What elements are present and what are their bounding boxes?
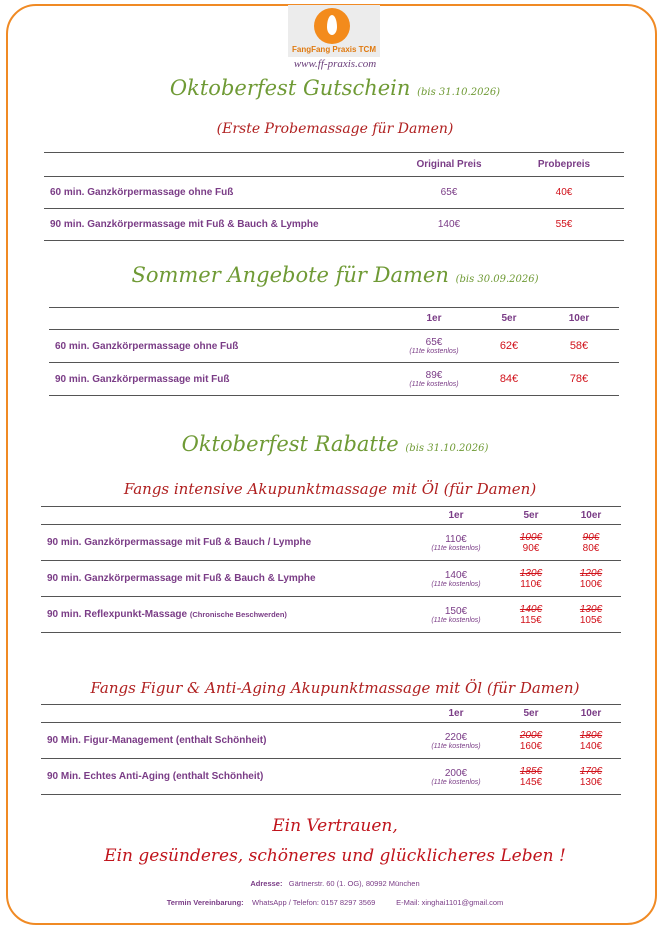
section3-subtitle: Fangs intensive Akupunktmassage mit Öl (für Damen) xyxy=(123,480,537,498)
table-row: 90 min. Reflexpunkt-Massage (Chronische Beschwerden) 150€ (11te kostenlos) 140€ 115€ 130€ 105€ xyxy=(41,597,621,633)
logo-flame-icon xyxy=(314,8,350,44)
section4-subtitle: Fangs Figur & Anti-Aging Akupunktmassage mit Öl (für Damen) xyxy=(90,679,580,697)
table-row: 90 Min. Echtes Anti-Aging (enthalt Schönheit) 200€ (11te kostenlos) 185€ 145€ 170€ 130€ xyxy=(41,759,621,795)
table-row: 60 min. Ganzkörpermassage ohne Fuß 65€ (11te kostenlos) 62€ 58€ xyxy=(49,330,619,363)
footer-address: Adresse: Gärtnerstr. 60 (1. OG), 80992 München xyxy=(250,879,420,888)
header-probe-price: Probepreis xyxy=(537,159,591,170)
table-row: 90 Min. Figur-Management (enthalt Schönheit) 220€ (11te kostenlos) 200€ 160€ 180€ 140€ xyxy=(41,723,621,759)
table-row: 60 min. Ganzkörpermassage ohne Fuß 65€ 40€ xyxy=(44,177,624,209)
section3-table: 1er 5er 10er 90 min. Ganzkörpermassage mit Fuß & Bauch / Lymphe 110€ (11te kostenlos) 100€ 90€ 90€ 80€ 90 min. Ganzkörpermassage mit Fuß & Bauch & Lymphe 140€ (11te kostenlos) 130€ 110€ 120€ 100€ 90 min. Reflexpunkt-Massage (Chronische Beschwerden) 150€ (11te kostenlos) 140€ 115€ 130€ 105€ xyxy=(41,506,621,633)
table-row: 90 min. Ganzkörpermassage mit Fuß & Bauch / Lymphe 110€ (11te kostenlos) 100€ 90€ 90€ 80€ xyxy=(41,525,621,561)
motto-line2: Ein gesünderes, schöneres und glücklicheres Leben ! xyxy=(104,846,566,866)
section3-title: Oktoberfest Rabatte (bis 31.10.2026) xyxy=(181,432,489,456)
website-link[interactable]: www.ff-praxis.com xyxy=(293,58,377,70)
section2-title: Sommer Angebote für Damen (bis 30.09.2026) xyxy=(131,263,539,287)
section4-table: 1er 5er 10er 90 Min. Figur-Management (enthalt Schönheit) 220€ (11te kostenlos) 200€ 160€ 180€ 140€ 90 Min. Echtes Anti-Aging (enthalt Schönheit) 200€ (11te kostenlos) 185€ 145€ 170€ 130€ xyxy=(41,704,621,795)
table-row: 90 min. Ganzkörpermassage mit Fuß & Bauch & Lymphe 140€ (11te kostenlos) 130€ 110€ 120€ 100€ xyxy=(41,561,621,597)
email-link[interactable]: E-Mail: xinghai1101@gmail.com xyxy=(396,898,504,907)
footer-contact: Termin Vereinbarung: WhatsApp / Telefon: 0157 8297 3569 E-Mail: xinghai1101@gmail.com xyxy=(166,898,504,907)
logo xyxy=(288,5,380,57)
section1-subtitle: (Erste Probemassage für Damen) xyxy=(216,121,454,137)
logo-text: FangFang Praxis TCM xyxy=(291,45,376,54)
section1-title: Oktoberfest Gutschein (bis 31.10.2026) xyxy=(169,76,501,100)
table-row: 90 min. Ganzkörpermassage mit Fuß & Bauch & Lymphe 140€ 55€ xyxy=(44,209,624,241)
section1-table xyxy=(44,152,624,241)
header-original-price: Original Preis xyxy=(416,159,482,170)
section2-table: 1er 5er 10er 60 min. Ganzkörpermassage ohne Fuß 65€ (11te kostenlos) 62€ 58€ 90 min. Ganzkörpermassage mit Fuß 89€ (11te kostenlos) 84€ 78€ xyxy=(49,307,619,396)
motto-line1: Ein Vertrauen, xyxy=(272,816,398,836)
table-row: 90 min. Ganzkörpermassage mit Fuß 89€ (11te kostenlos) 84€ 78€ xyxy=(49,363,619,396)
